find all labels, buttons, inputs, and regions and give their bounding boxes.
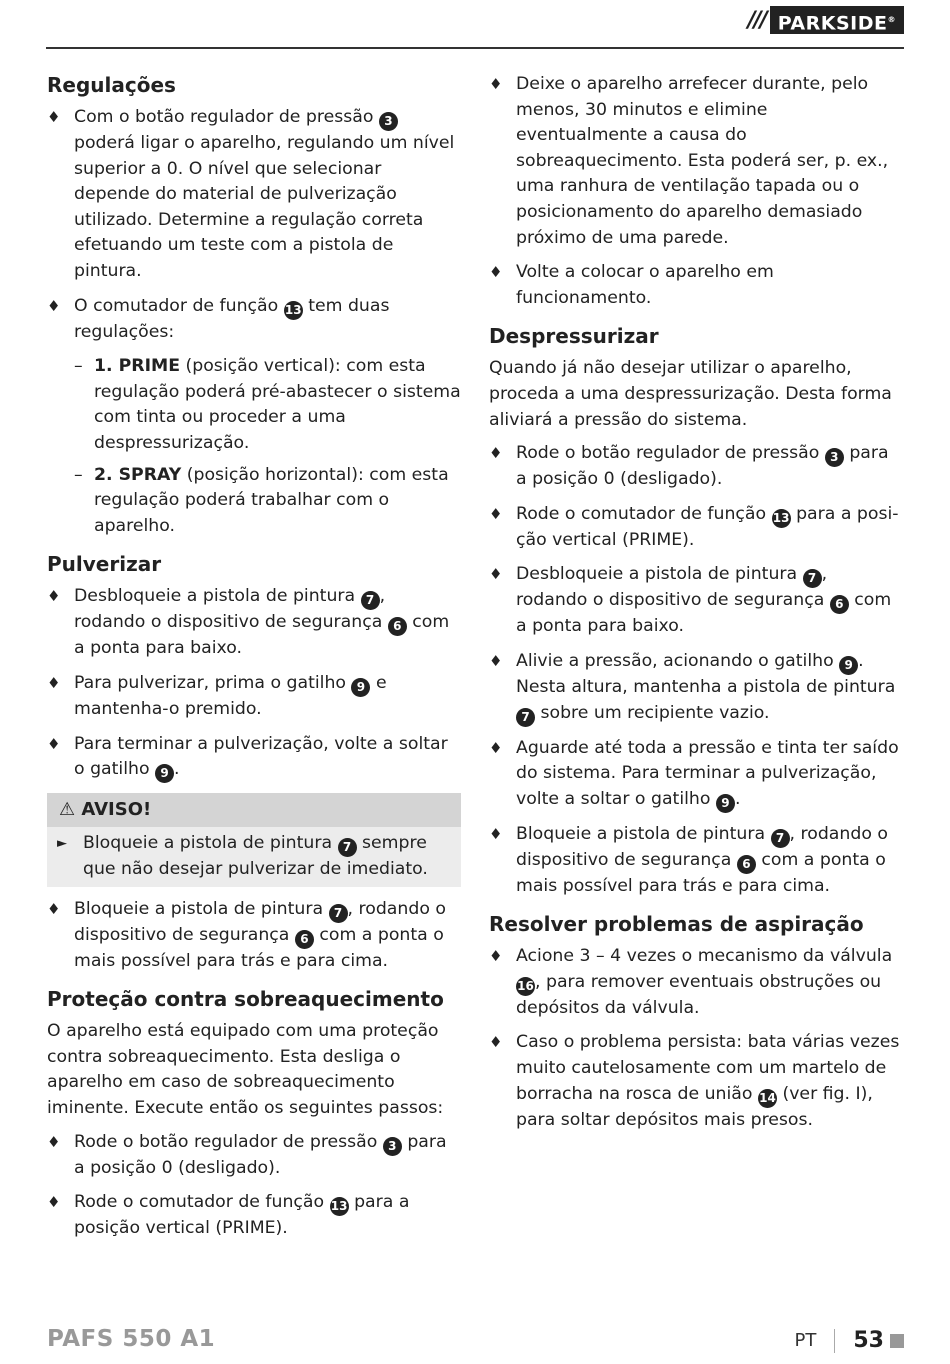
list-item: ♦ Alivie a pressão, acionando o gatilho 9 . Nesta altura, mantenha a pistola de pintura 7 sobre um recipiente vazio. xyxy=(489,649,903,727)
logo-brand: PARKSIDE® xyxy=(770,6,904,34)
footer-square-icon xyxy=(890,1334,904,1348)
sub-list-item: – 1. PRIME (posição vertical): com esta regulação poderá pré-abastecer o sistema com tinta ou proceder a uma despressurização. xyxy=(74,356,461,453)
list-item: ♦ Aguarde até toda a pressão e tinta ter saído do sistema. Para terminar a pulverização, volte a soltar o gatilho 9 . xyxy=(489,736,903,813)
warning-body: ► Bloqueie a pistola de pintura 7 sempre que não desejar pulverizar de imediato. xyxy=(57,833,428,880)
ref-number-badge: 9 xyxy=(839,656,858,675)
ref-number-badge: 3 xyxy=(825,448,844,467)
header-rule xyxy=(46,47,904,49)
ref-number-badge: 9 xyxy=(716,794,735,813)
ref-number-badge: 6 xyxy=(737,855,756,874)
ref-number-badge: 13 xyxy=(330,1197,349,1216)
list-item: ♦ Rode o botão regulador de pressão 3 para a posição 0 (desligado). xyxy=(47,1131,447,1178)
section-pulverizar xyxy=(47,551,461,974)
section-aspiracao xyxy=(489,911,903,1133)
section-protecao xyxy=(47,986,461,1242)
left-column xyxy=(47,72,461,1254)
paragraph: O aparelho está equipado com uma proteção contra sobreaquecimento. Esta desliga o aparelho em caso de sobreaquecimento iminente. Execute então os seguintes passos: xyxy=(47,1021,444,1119)
section-title: Despressurizar xyxy=(489,324,659,349)
list-item: ♦ Com o botão regulador de pressão 3 poderá ligar o aparelho, regulando um nível superior a 0. O nível que selecionar depende do material de pulverização utilizado. Determine a regulação correta efetuando um teste com a pistola de pintura. xyxy=(47,107,455,281)
section-title: Resolver problemas de aspiração xyxy=(489,912,864,937)
ref-number-badge: 7 xyxy=(329,904,348,923)
ref-number-badge: 7 xyxy=(338,838,357,857)
right-column xyxy=(489,72,903,1145)
section-title: Regulações xyxy=(47,73,176,97)
ref-number-badge: 7 xyxy=(771,829,790,848)
ref-number-badge: 13 xyxy=(284,301,303,320)
footer-separator xyxy=(834,1329,835,1353)
ref-number-badge: 7 xyxy=(516,708,535,727)
section-title: Pulverizar xyxy=(47,552,162,577)
ref-number-badge: 16 xyxy=(516,977,535,996)
ref-number-badge: 3 xyxy=(379,112,398,131)
list-item: ♦ Bloqueie a pistola de pintura 7 , rodando o dispositivo de segurança 6 com a ponta o mais possível para trás e para cima. xyxy=(47,898,446,971)
list-item: ♦ O comutador de função 13 tem duas regulações: xyxy=(47,295,390,342)
section-regulacoes xyxy=(47,72,461,539)
ref-number-badge: 9 xyxy=(351,678,370,697)
ref-number-badge: 7 xyxy=(361,591,380,610)
warning-triangle-icon: ⚠ xyxy=(59,799,76,821)
ref-number-badge: 14 xyxy=(758,1089,777,1108)
list-item: ♦ Desbloqueie a pistola de pintura 7 , rodando o dispositivo de segurança 6 com a ponta para baixo. xyxy=(47,586,450,659)
paragraph: Quando já não desejar utilizar o aparelho, proceda a uma despressurização. Desta forma aliviará a pressão do sistema. xyxy=(489,358,892,430)
section-despressurizar xyxy=(489,323,903,899)
list-item: ♦ Rode o comutador de função 13 para a posição vertical (PRIME). xyxy=(47,1192,410,1239)
ref-number-badge: 9 xyxy=(155,764,174,783)
parkside-logo xyxy=(748,6,904,34)
sub-list-item: – 2. SPRAY (posição horizontal): com esta regulação poderá trabalhar com o aparelho. xyxy=(74,464,449,536)
section-continuation xyxy=(489,72,903,311)
list-item: ♦ Desbloqueie a pistola de pintura 7 , rodando o dispositivo de segurança 6 com a ponta para baixo. xyxy=(489,564,892,637)
list-item: ♦ Para pulverizar, prima o gatilho 9 e mantenha-o premido. xyxy=(47,672,387,719)
warning-header: ⚠ AVISO! xyxy=(47,793,461,827)
footer-language: PT xyxy=(794,1330,817,1351)
ref-number-badge: 13 xyxy=(772,509,791,528)
logo-slashes: /// xyxy=(747,7,766,33)
list-item: ♦ Rode o comutador de função 13 para a posição vertical (PRIME). xyxy=(489,503,899,550)
list-item: ♦ Acione 3 – 4 vezes o mecanismo da válvula 16, para remover eventuais obstruções ou depósitos da válvula. xyxy=(489,946,893,1018)
page-number: 53 xyxy=(853,1328,884,1353)
list-item: ♦ Deixe o aparelho arrefecer durante, pelo menos, 30 minutos e elimine eventualmente a causa do sobreaquecimento. Esta poderá ser, p. ex., uma ranhura de ventilação tapada ou o posicionamento do aparelho demasiado próximo de uma parede. xyxy=(489,74,889,248)
footer-model: PAFS 550 A1 xyxy=(47,1326,216,1352)
warning-box xyxy=(47,793,461,887)
ref-number-badge: 7 xyxy=(803,569,822,588)
ref-number-badge: 6 xyxy=(830,595,849,614)
list-item: ♦ Rode o botão regulador de pressão 3 para a posição 0 (desligado). xyxy=(489,443,889,490)
list-item: ♦ Para terminar a pulverização, volte a soltar o gatilho 9 . xyxy=(47,732,461,784)
section-title: Proteção contra sobreaquecimento xyxy=(47,987,444,1012)
ref-number-badge: 6 xyxy=(295,930,314,949)
list-item: ♦ Bloqueie a pistola de pintura 7 , rodando o dispositivo de segurança 6 com a ponta o mais possível para trás e para cima. xyxy=(489,823,888,896)
list-item: ♦ Volte a colocar o aparelho em funcionamento. xyxy=(489,262,774,308)
list-item: ♦ Caso o problema persista: bata várias vezes muito cautelosamente com um martelo de borracha na rosca de união 14 (ver fig. I), para soltar depósitos mais presos. xyxy=(489,1032,900,1130)
ref-number-badge: 6 xyxy=(388,617,407,636)
arrow-icon: ► xyxy=(57,836,67,852)
footer-page-info xyxy=(795,1328,904,1353)
ref-number-badge: 3 xyxy=(383,1137,402,1156)
